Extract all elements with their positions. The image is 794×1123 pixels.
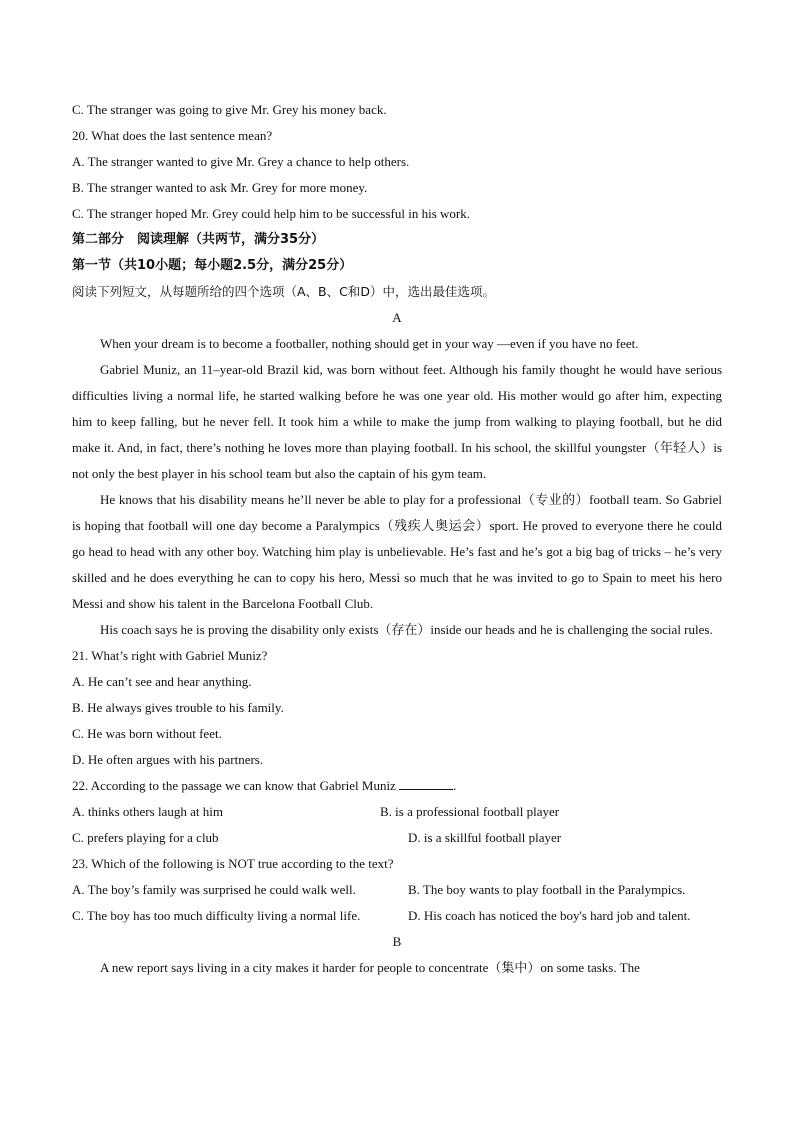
part2-heading: 第二部分 阅读理解（共两节，满分35分）: [72, 232, 325, 247]
options-22-row-2: [72, 825, 722, 851]
option-20-b: B. The stranger wanted to ask Mr. Grey for more money.: [72, 180, 368, 195]
option-23-a: A. The boy’s family was surprised he could walk well.: [72, 882, 356, 897]
option-19-c: C. The stranger was going to give Mr. Grey his money back.: [72, 102, 387, 117]
passage-b-label: B: [392, 934, 402, 949]
option-23-c: C. The boy has too much difficulty living a normal life.: [72, 908, 361, 923]
reading-instruction: 阅读下列短文，从每题所给的四个选项（A、B、C和D）中，选出最佳选项。: [72, 284, 495, 299]
passage-a-label: A: [392, 310, 402, 325]
document-page: [72, 97, 722, 981]
passage-a-paragraph-2: Gabriel Muniz, an 11–year-old Brazil kid, was born without feet. Although his family thought he would have serious difficulties living a normal life, he started walking before he was one year old. His mother would go after him, expecting him to keep falling, but he never fell. It took him a while to make the jump from walking to playing football, but he did make it. And, in fact, there’s nothing he loves more than playing football. In his school, the skillful youngster（年轻人）is not only the best player in his school team but also the captain of his gym team.: [72, 362, 722, 481]
option-22-a: A. thinks others laugh at him: [72, 804, 223, 819]
passage-a-paragraph-4: His coach says he is proving the disability only exists（存在）inside our heads and he is challenging the social rules.: [100, 622, 713, 637]
option-21-b: B. He always gives trouble to his family.: [72, 700, 284, 715]
section1-heading: 第一节（共10小题；每小题2.5分，满分25分）: [72, 258, 353, 273]
option-21-a: A. He can’t see and hear anything.: [72, 674, 252, 689]
option-23-b: B. The boy wants to play football in the Paralympics.: [408, 882, 686, 897]
question-22-end: .: [453, 778, 457, 793]
options-22-row-1: [72, 799, 722, 825]
option-21-d: D. He often argues with his partners.: [72, 752, 264, 767]
passage-b-paragraph-1: A new report says living in a city makes it harder for people to concentrate（集中）on some tasks. The: [100, 960, 640, 975]
options-23-row-1: [72, 877, 722, 903]
answer-blank: [399, 775, 453, 790]
option-22-b: B. is a professional football player: [380, 804, 560, 819]
option-22-d: D. is a skillful football player: [408, 830, 562, 845]
question-20: 20. What does the last sentence mean?: [72, 128, 273, 143]
question-21: 21. What’s right with Gabriel Muniz?: [72, 648, 268, 663]
passage-a-paragraph-3: He knows that his disability means he’ll never be able to play for a professional（专业的）football team. So Gabriel is hoping that football will one day become a Paralympics（残疾人奥运会）sport. He proved to everyone there he could go head to head with any other boy. Watching him play is unbelievable. He’s fast and he’s got a big bag of tricks – he’s very skilled and he does everything he can to copy his hero, Messi so much that he was invited to go to Spain to meet his hero Messi and show his talent in the Barcelona Football Club.: [72, 492, 722, 611]
option-23-d: D. His coach has noticed the boy's hard job and talent.: [408, 908, 691, 923]
question-23: 23. Which of the following is NOT true according to the text?: [72, 856, 394, 871]
option-22-c: C. prefers playing for a club: [72, 830, 219, 845]
option-20-c: C. The stranger hoped Mr. Grey could help him to be successful in his work.: [72, 206, 470, 221]
question-22-text: 22. According to the passage we can know that Gabriel Muniz: [72, 778, 396, 793]
options-23-row-2: [72, 903, 722, 929]
option-21-c: C. He was born without feet.: [72, 726, 222, 741]
question-22: [72, 773, 722, 799]
passage-a-paragraph-1: When your dream is to become a footballer, nothing should get in your way —even if you have no feet.: [100, 336, 639, 351]
option-20-a: A. The stranger wanted to give Mr. Grey a chance to help others.: [72, 154, 410, 169]
